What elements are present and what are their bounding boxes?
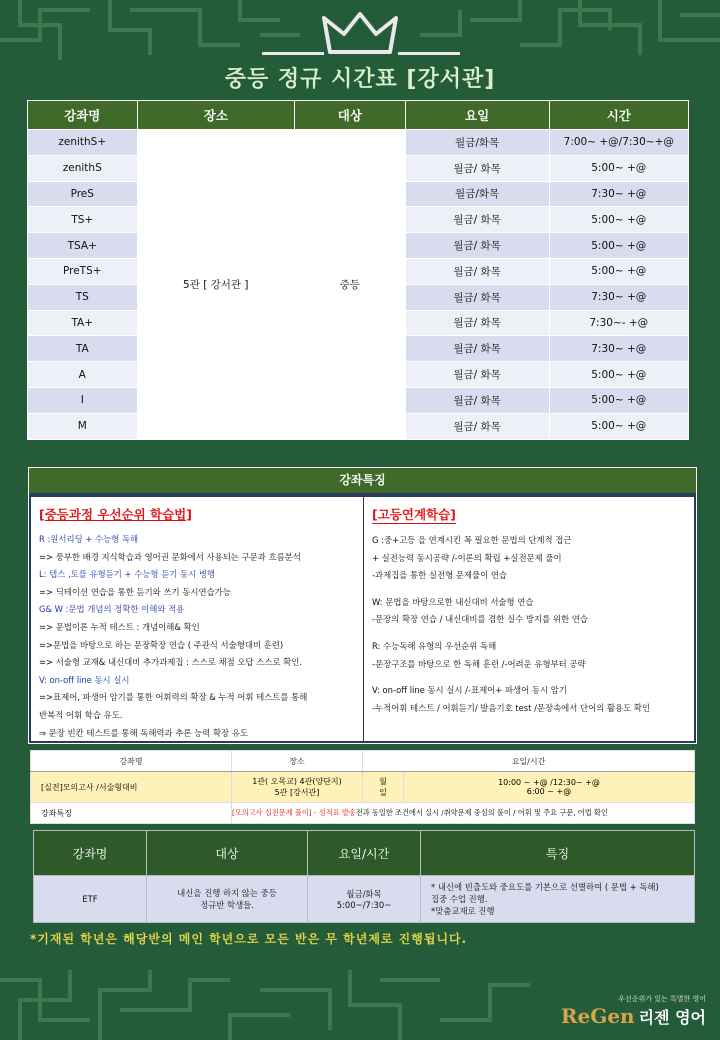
time-cell: 7:30~ +@ xyxy=(549,181,688,207)
feature-line: => 문법이론 누적 테스트 : 개념이해& 확인 xyxy=(39,621,200,632)
etf-table xyxy=(33,830,695,923)
course-name-cell: PreTS+ xyxy=(28,258,138,284)
feature-line: + 실전능력 동시공략 /-이론의 확립 +실전문제 풀이 xyxy=(372,552,562,563)
mock-header-course: 강좌명 xyxy=(31,751,232,772)
day-cell: 월금/ 화목 xyxy=(405,284,549,310)
course-name-cell: TA+ xyxy=(28,310,138,336)
feature-line xyxy=(372,673,694,682)
time-cell: 7:30~ +@ xyxy=(549,284,688,310)
etf-header-target: 대상 xyxy=(147,831,308,876)
day-cell: 월금/ 화목 xyxy=(405,336,549,362)
feature-line: V: on-off line 동시 실시 /-표제어+ 파생어 동시 암기 xyxy=(372,685,567,696)
day-cell: 월금/ 화목 xyxy=(405,387,549,413)
title-line-left xyxy=(262,52,324,55)
course-name-cell: TS xyxy=(28,284,138,310)
day-cell: 월금/ 화목 xyxy=(405,258,549,284)
time-cell: 5:00~ +@ xyxy=(549,387,688,413)
header-course: 강좌명 xyxy=(28,101,138,130)
features-body xyxy=(29,495,696,743)
etf-header-feature: 특징 xyxy=(421,831,695,876)
feature-line: -문장의 확장 연습 / 내신대비를 겸한 실수 방지를 위한 연습 xyxy=(372,614,588,625)
feature-line: =>문법을 바탕으로 하는 문장확장 연습 ( 주관식 서술형대비 훈련) xyxy=(39,639,284,650)
day-cell: 월금/ 화목 xyxy=(405,207,549,233)
mock-feature-label: 강좌특징 xyxy=(31,803,232,824)
mock-location: 1관( 오목교) 4관(양단지) 5관 [강서관] xyxy=(232,772,363,803)
brand-logo xyxy=(561,994,706,1028)
day-cell: 월금/ 화목 xyxy=(405,413,549,439)
header-time: 시간 xyxy=(549,101,688,130)
logo-tagline: 우선순위가 있는 특별한 영어 xyxy=(618,995,706,1003)
table-row xyxy=(28,130,689,156)
time-cell: 5:00~ +@ xyxy=(549,413,688,439)
course-name-cell: TA xyxy=(28,336,138,362)
course-name-cell: TSA+ xyxy=(28,233,138,259)
time-cell: 5:00~ +@ xyxy=(549,258,688,284)
course-name-cell: PreS xyxy=(28,181,138,207)
middle-course-title: [중등과정 우선순위 학습법] xyxy=(39,507,192,522)
feature-line: => 서술형 교재& 내신대비 추가과제집 : 스스로 채점 오답 스스로 확인. xyxy=(39,657,303,668)
feature-line: R :원서리딩 + 수능형 독해 xyxy=(39,534,139,544)
title-line-right xyxy=(398,52,460,55)
target-cell: 중등 xyxy=(295,130,406,440)
mock-course-name: [실전]모의고사 /서술형대비 xyxy=(31,772,232,803)
etf-feature: * 내신에 빈출도와 중요도를 기본으로 선별하여 ( 문법 + 독해) 집중 수업 진행. *맞춤교재로 진행 xyxy=(421,876,695,923)
time-cell: 7:30~- +@ xyxy=(549,310,688,336)
page-title: 중등 정규 시간표 [강서관] xyxy=(224,67,496,92)
middle-course-column xyxy=(31,497,364,741)
day-cell: 월금/ 화목 xyxy=(405,233,549,259)
etf-daytime: 월금/화목 5:00~/7:30~ xyxy=(308,876,421,923)
day-cell: 월금/화목 xyxy=(405,181,549,207)
feature-line: =>표제어, 파생어 암기를 통한 어휘력의 확장 & 누적 어휘 테스트를 통해 xyxy=(39,692,308,703)
feature-line: -과제집을 통한 실전형 문제풀이 연습 xyxy=(372,570,508,581)
etf-target: 내신을 진행 하지 않는 중등 정규반 학생들. xyxy=(147,876,308,923)
etf-name: ETF xyxy=(34,876,147,923)
day-cell: 월금/ 화목 xyxy=(405,310,549,336)
course-name-cell: A xyxy=(28,362,138,388)
time-cell: 7:30~ +@ xyxy=(549,336,688,362)
logo-brand: ReGen xyxy=(560,1004,635,1028)
course-name-cell: zenithS+ xyxy=(28,130,138,156)
feature-line: R: 수능독해 유형의 우선순위 독해 xyxy=(372,640,497,651)
mock-test-table xyxy=(30,750,695,824)
mock-times: 10:00 ~ +@ /12:30~ +@ 6:00 ~ +@ xyxy=(404,772,695,803)
feature-line: -문장구조를 바탕으로 한 독해 훈련 /-어려운 유형부터 공략 xyxy=(372,658,586,669)
feature-line: L: 텝스 ,토플 유형듣기 + 수능형 듣기 동시 병행 xyxy=(39,569,215,580)
schedule-table xyxy=(27,100,689,440)
course-name-cell: I xyxy=(28,387,138,413)
crown-icon xyxy=(318,10,402,60)
feature-line xyxy=(372,585,694,594)
footnote: *기재된 학년은 해당반의 메인 학년으로 모든 반은 무 학년제로 진행됩니다. xyxy=(30,932,468,946)
mock-days: 월 일 xyxy=(363,772,404,803)
logo-korean: 리젠 영어 xyxy=(638,1008,706,1027)
high-link-column xyxy=(364,497,694,741)
course-name-cell: M xyxy=(28,413,138,439)
etf-header-daytime: 요일/시간 xyxy=(308,831,421,876)
features-box xyxy=(28,467,697,744)
feature-line xyxy=(372,629,694,638)
feature-line: => 딕테이션 연습을 통한 듣기와 쓰기 동시연습가능 xyxy=(39,586,231,597)
header-target: 대상 xyxy=(295,101,406,130)
location-cell: 5관 [ 강서관 ] xyxy=(137,130,295,440)
high-link-title: [고등연계학습] xyxy=(372,507,456,522)
feature-line: G :중+고등 을 연계시킨 꼭 필요한 문법의 단계적 접근 xyxy=(372,535,572,545)
feature-line: G& W :문법 개념의 정확한 이해와 적용 xyxy=(39,604,185,615)
feature-line: -누적어휘 테스트 / 어휘듣기/ 발음기호 test /문장속에서 단어의 활용도 확인 xyxy=(372,702,651,713)
etf-header-course: 강좌명 xyxy=(34,831,147,876)
day-cell: 월금/ 화목 xyxy=(405,362,549,388)
mock-feature-text: [모의고사 실전문제 풀이] - 성적표 발송전과 동일한 조건에서 실시 /취약문제 중심의 풀이 / 어휘 및 주요 구문, 어법 확인 xyxy=(232,803,695,824)
time-cell: 7:00~ +@/7:30~+@ xyxy=(549,130,688,156)
feature-line: ⇒ 문장 빈칸 테스트를 통해 독해력과 추론 능력 확장 유도 xyxy=(39,727,248,738)
time-cell: 5:00~ +@ xyxy=(549,362,688,388)
feature-line: 반복적 어휘 학습 유도. xyxy=(39,709,123,720)
mock-header-location: 장소 xyxy=(232,751,363,772)
feature-line: V: on-off line 동시 실시 xyxy=(39,674,130,685)
feature-line: => 풍부한 배경 지식학습과 영어권 문화에서 사용되는 구문과 흐름분석 xyxy=(39,551,301,562)
course-name-cell: zenithS xyxy=(28,155,138,181)
features-header: 강좌특징 xyxy=(29,468,696,495)
time-cell: 5:00~ +@ xyxy=(549,233,688,259)
time-cell: 5:00~ +@ xyxy=(549,155,688,181)
time-cell: 5:00~ +@ xyxy=(549,207,688,233)
mock-header-daytime: 요일/시간 xyxy=(363,751,695,772)
course-name-cell: TS+ xyxy=(28,207,138,233)
day-cell: 월금/화목 xyxy=(405,130,549,156)
feature-line: W: 문법을 바탕으로한 내신대비 서술형 연습 xyxy=(372,596,534,607)
day-cell: 월금/ 화목 xyxy=(405,155,549,181)
header-day: 요일 xyxy=(405,101,549,130)
header-location: 장소 xyxy=(137,101,295,130)
